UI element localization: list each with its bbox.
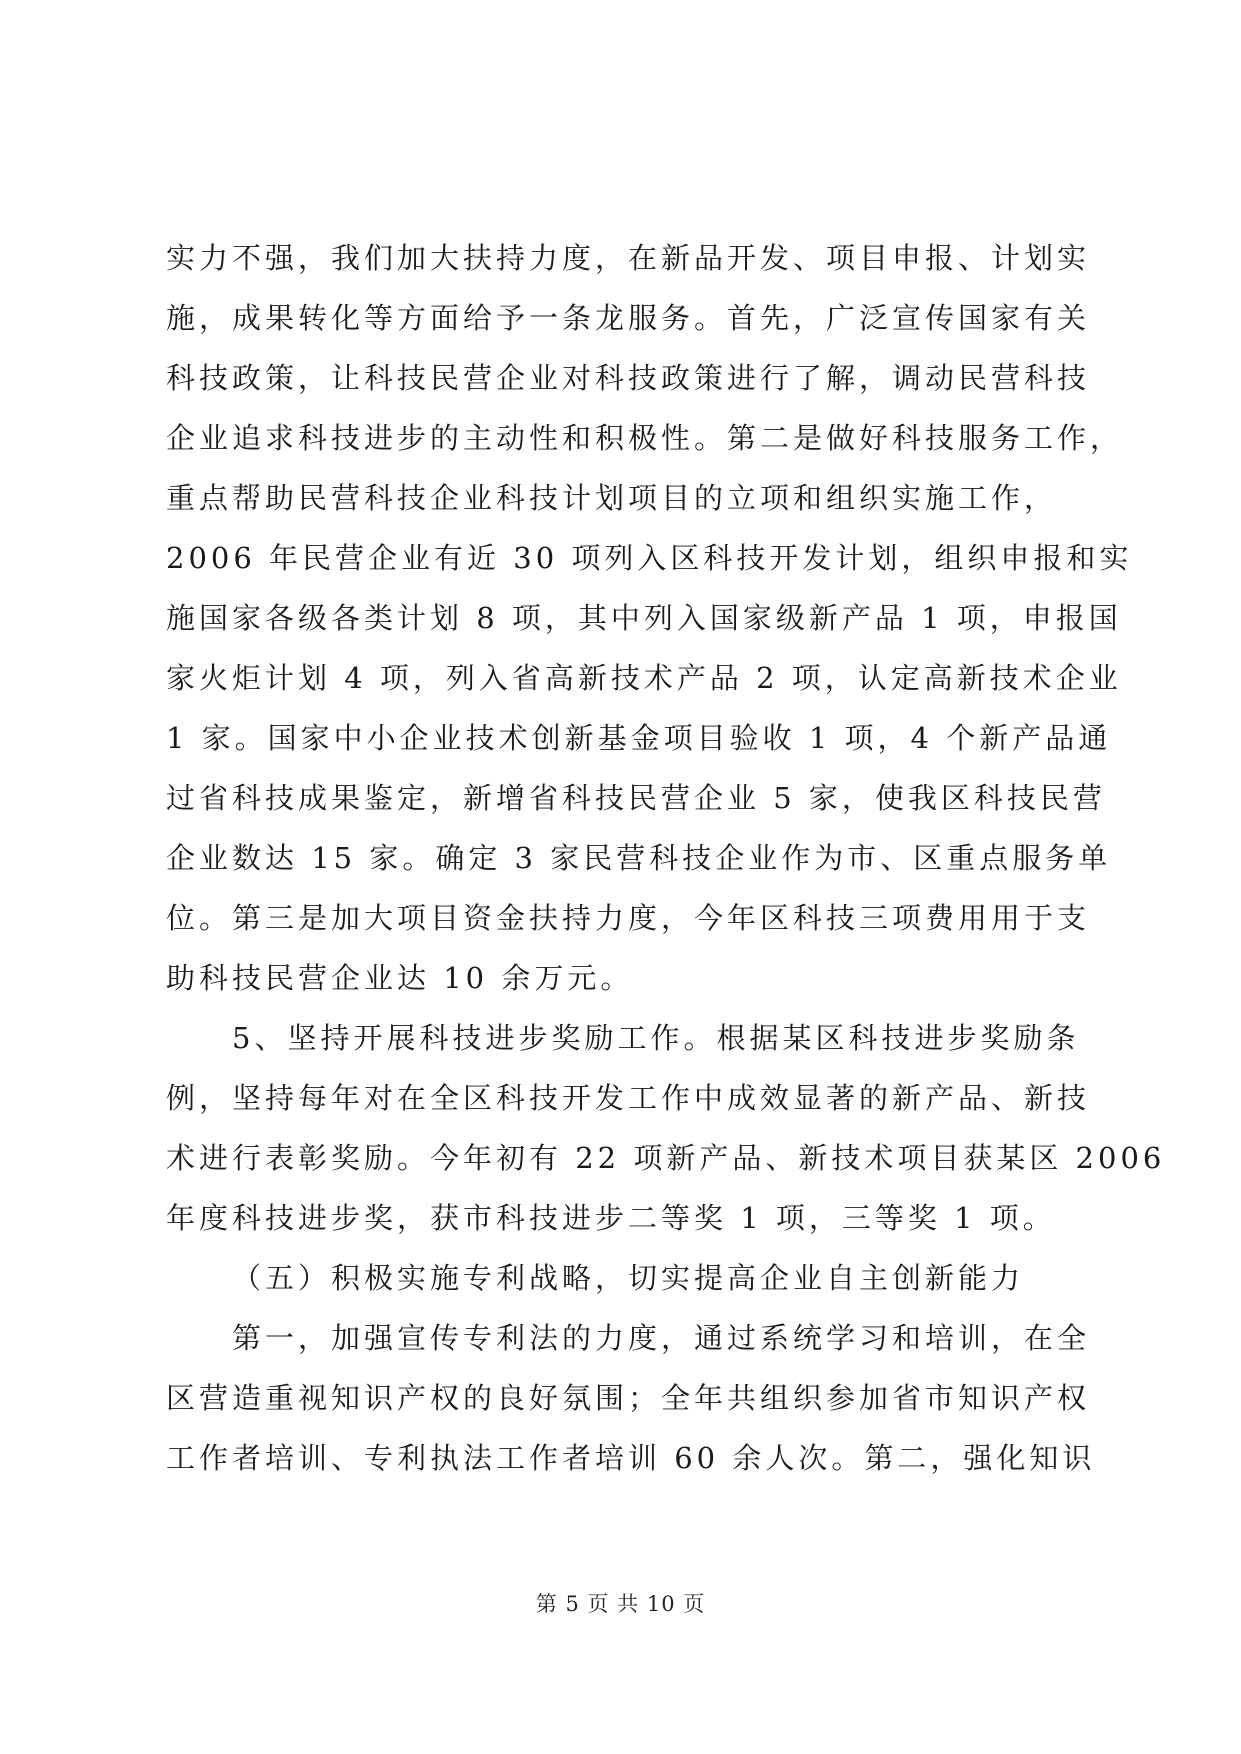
text-line: 术进行表彰奖励。今年初有 22 项新产品、新技术项目获某区 2006	[166, 1141, 1166, 1175]
text-line: 企业数达 15 家。确定 3 家民营科技企业作为市、区重点服务单	[166, 841, 1112, 875]
text-line: 年度科技进步奖，获市科技进步二等奖 1 项，三等奖 1 项。	[166, 1201, 1056, 1235]
text-line: 例，坚持每年对在全区科技开发工作中成效显著的新产品、新技	[166, 1081, 1091, 1115]
text-line: 助科技民营企业达 10 余万元。	[166, 961, 634, 995]
text-line: 2006 年民营企业有近 30 项列入区科技开发计划，组织申报和实	[166, 541, 1133, 575]
text-line: 企业追求科技进步的主动性和积极性。第二是做好科技服务工作，	[166, 421, 1124, 455]
text-line: 施国家各级各类计划 8 项，其中列入国家级新产品 1 项，申报国	[166, 601, 1122, 635]
text-line: 5、坚持开展科技进步奖励工作。根据某区科技进步奖励条	[232, 1021, 1080, 1055]
text-line: 实力不强，我们加大扶持力度，在新品开发、项目申报、计划实	[166, 241, 1091, 275]
text-line: 1 家。国家中小企业技术创新基金项目验收 1 项，4 个新产品通	[166, 721, 1112, 755]
text-line: 位。第三是加大项目资金扶持力度，今年区科技三项费用用于支	[166, 901, 1091, 935]
text-line: 过省科技成果鉴定，新增省科技民营企业 5 家，使我区科技民营	[166, 781, 1106, 815]
text-line: 第一，加强宣传专利法的力度，通过系统学习和培训，在全	[232, 1321, 1091, 1355]
text-line: 区营造重视知识产权的良好氛围；全年共组织参加省市知识产权	[166, 1381, 1091, 1415]
text-line: 家火炬计划 4 项，列入省高新技术产品 2 项，认定高新技术企业	[166, 661, 1122, 695]
body-text	[166, 228, 1166, 1488]
page-footer: 第 5 页 共 10 页	[535, 1592, 706, 1616]
text-line: 施，成果转化等方面给予一条龙服务。首先，广泛宣传国家有关	[166, 301, 1091, 335]
text-line: 工作者培训、专利执法工作者培训 60 余人次。第二，强化知识	[166, 1441, 1096, 1475]
text-line: 重点帮助民营科技企业科技计划项目的立项和组织实施工作，	[166, 481, 1058, 515]
section-heading: （五）积极实施专利战略，切实提高企业自主创新能力	[232, 1261, 1025, 1295]
text-line: 科技政策，让科技民营企业对科技政策进行了解，调动民营科技	[166, 361, 1091, 395]
